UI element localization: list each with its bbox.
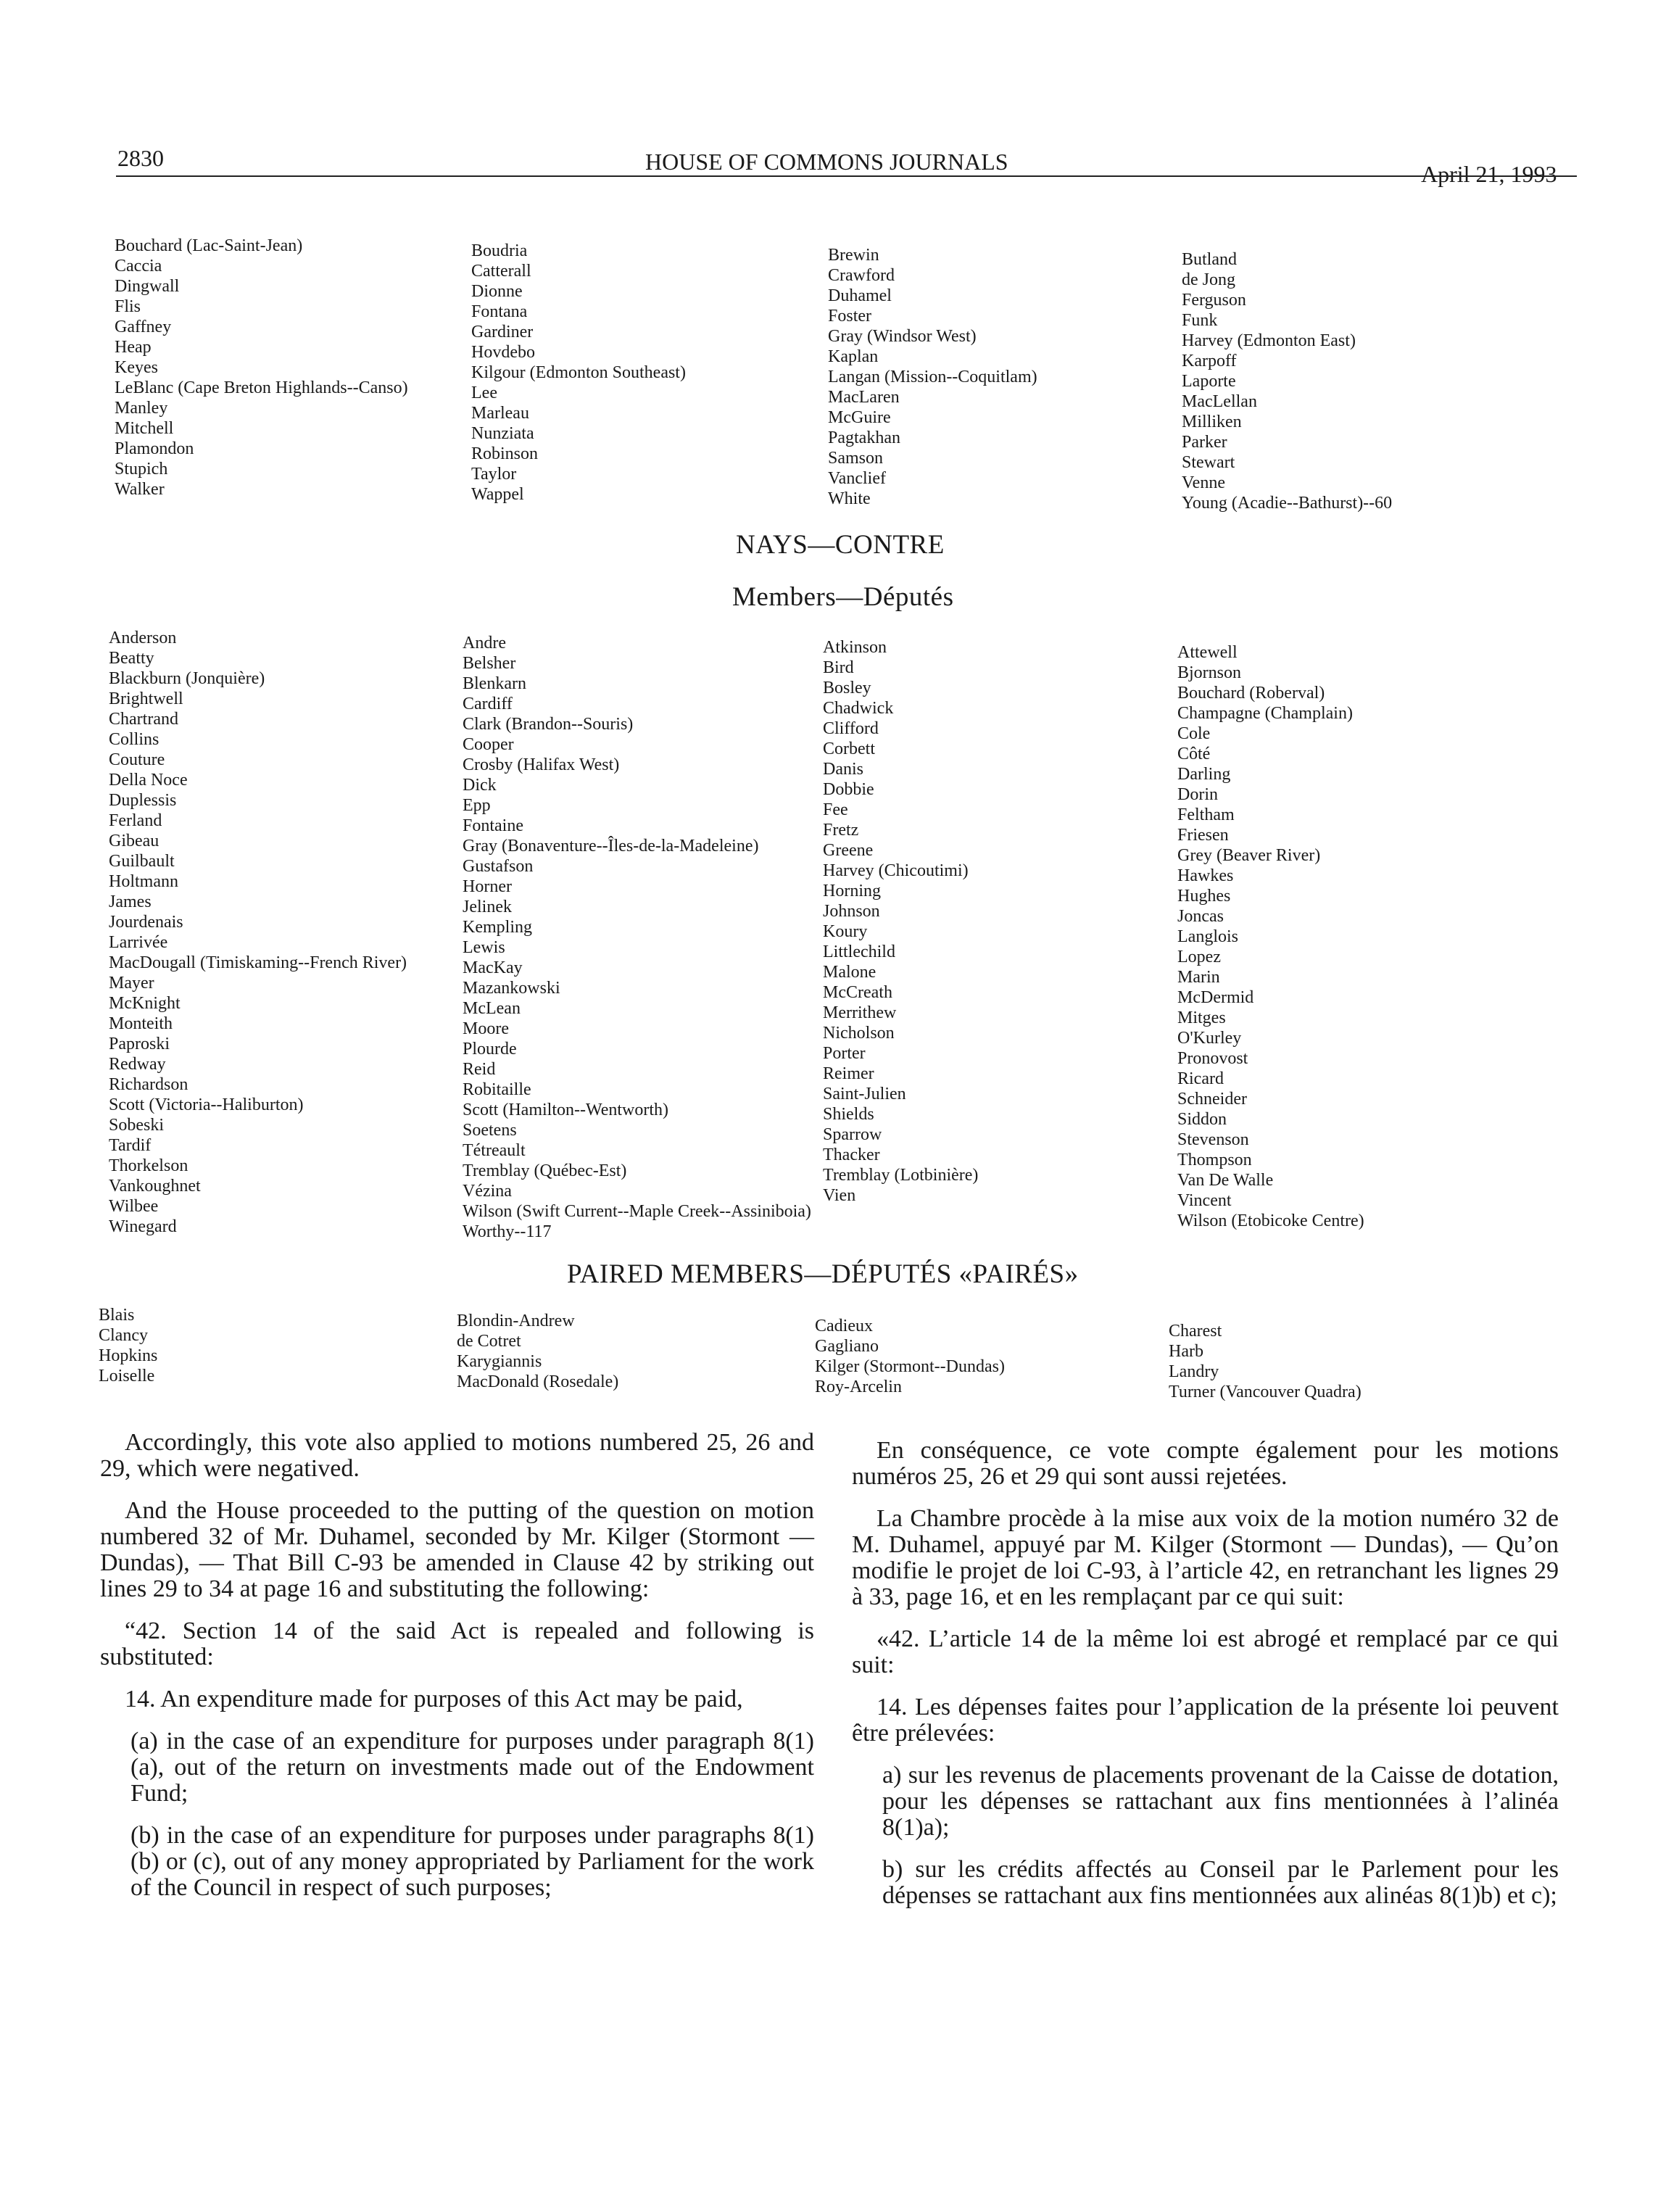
member-name: de Cotret <box>457 1332 521 1351</box>
member-name: MacLellan <box>1182 392 1257 411</box>
member-name: Reimer <box>823 1064 874 1083</box>
member-name: Fontana <box>471 302 528 321</box>
member-name: Karygiannis <box>457 1352 542 1371</box>
member-name: Caccia <box>115 257 162 276</box>
member-name: Cardiff <box>463 695 513 713</box>
member-name: Jelinek <box>463 898 512 916</box>
member-name: Champagne (Champlain) <box>1177 704 1353 723</box>
yeas-column-4 <box>1182 249 1392 513</box>
member-name: Belsher <box>463 654 516 673</box>
member-name: Greene <box>823 841 874 860</box>
member-name: Clark (Brandon--Souris) <box>463 715 634 734</box>
member-name: Marleau <box>471 404 529 423</box>
member-name: Langan (Mission--Coquitlam) <box>828 368 1037 386</box>
member-name: Soetens <box>463 1121 517 1140</box>
member-name: Cole <box>1177 724 1211 743</box>
journal-date: April 21, 1993 <box>1421 161 1557 187</box>
member-name: Langlois <box>1177 927 1238 946</box>
member-name: Plourde <box>463 1040 517 1059</box>
member-name: Taylor <box>471 465 517 484</box>
member-name: Tremblay (Lotbinière) <box>823 1166 979 1185</box>
member-name: Wappel <box>471 485 524 504</box>
member-name: Tardif <box>109 1136 152 1155</box>
member-name: Walker <box>115 480 165 499</box>
member-name: Lee <box>471 384 497 402</box>
member-name: Paproski <box>109 1035 170 1053</box>
member-name: Siddon <box>1177 1110 1227 1129</box>
member-name: Scott (Victoria--Haliburton) <box>109 1095 304 1114</box>
member-name: Gaffney <box>115 318 172 336</box>
member-name: Clifford <box>823 719 879 738</box>
member-name: Gagliano <box>815 1337 879 1356</box>
member-name: Vankoughnet <box>109 1177 201 1196</box>
member-name: Porter <box>823 1044 866 1063</box>
nays-subheading: Members—Députés <box>732 582 954 612</box>
member-name: Tremblay (Québec-Est) <box>463 1161 627 1180</box>
member-name: Merrithew <box>823 1003 897 1022</box>
member-name: Richardson <box>109 1075 188 1094</box>
member-name: Chadwick <box>823 699 894 718</box>
journal-title: HOUSE OF COMMONS JOURNALS <box>645 149 1008 175</box>
member-name: Duhamel <box>828 286 892 305</box>
member-name: Anderson <box>109 629 177 647</box>
member-name: Wilson (Etobicoke Centre) <box>1177 1211 1364 1230</box>
english-text <box>100 1430 814 1917</box>
member-name: Blondin-Andrew <box>457 1312 575 1330</box>
member-name: Keyes <box>115 358 158 377</box>
member-name: Ferguson <box>1182 291 1246 310</box>
member-name: Fontaine <box>463 816 523 835</box>
member-name: Milliken <box>1182 413 1242 431</box>
member-name: White <box>828 489 871 508</box>
member-name: Horning <box>823 882 881 900</box>
member-name: Friesen <box>1177 826 1229 845</box>
member-name: Collins <box>109 730 159 749</box>
member-name: Butland <box>1182 250 1237 269</box>
member-name: Harb <box>1169 1342 1203 1361</box>
member-name: Gibeau <box>109 832 159 850</box>
member-name: Thacker <box>823 1146 880 1164</box>
paired-column-3 <box>815 1316 1005 1397</box>
member-name: McDermid <box>1177 988 1254 1007</box>
member-name: Van De Walle <box>1177 1171 1274 1190</box>
member-name: Nicholson <box>823 1024 895 1043</box>
member-name: Worthy--117 <box>463 1222 552 1241</box>
member-name: Laporte <box>1182 372 1236 391</box>
member-name: Monteith <box>109 1014 173 1033</box>
member-name: Samson <box>828 449 884 468</box>
member-name: Couture <box>109 750 165 769</box>
member-name: Scott (Hamilton--Wentworth) <box>463 1101 669 1119</box>
member-name: Littlechild <box>823 943 895 961</box>
member-name: Turner (Vancouver Quadra) <box>1169 1383 1362 1401</box>
member-name: Joncas <box>1177 907 1224 926</box>
member-name: Stupich <box>115 460 168 479</box>
member-name: Hovdebo <box>471 343 535 362</box>
member-name: McLean <box>463 999 521 1018</box>
french-paragraph: «42. L’article 14 de la même loi est abrogé et remplacé par ce qui suit: <box>852 1625 1559 1678</box>
member-name: Nunziata <box>471 424 534 443</box>
member-name: Schneider <box>1177 1090 1247 1109</box>
member-name: Della Noce <box>109 771 188 790</box>
member-name: Sparrow <box>823 1125 882 1144</box>
member-name: Blenkarn <box>463 674 526 693</box>
paired-column-4 <box>1169 1321 1362 1402</box>
member-name: Kilgour (Edmonton Southeast) <box>471 363 686 382</box>
header-rule <box>116 175 1577 177</box>
member-name: Vincent <box>1177 1191 1232 1210</box>
member-name: Foster <box>828 307 871 326</box>
member-name: Blackburn (Jonquière) <box>109 669 265 688</box>
member-name: Pagtakhan <box>828 428 900 447</box>
member-name: Venne <box>1182 473 1225 492</box>
member-name: Holtmann <box>109 872 178 891</box>
member-name: Grey (Beaver River) <box>1177 846 1321 865</box>
member-name: Epp <box>463 796 491 815</box>
yeas-column-1 <box>115 236 408 500</box>
member-name: Duplessis <box>109 791 177 810</box>
french-paragraph: 14. Les dépenses faites pour l’application de la présente loi peuvent être prélevées: <box>852 1694 1559 1747</box>
member-name: Ricard <box>1177 1069 1224 1088</box>
member-name: Kaplan <box>828 347 879 366</box>
member-name: Karpoff <box>1182 352 1237 370</box>
member-name: Vézina <box>463 1182 512 1201</box>
member-name: Feltham <box>1177 805 1235 824</box>
member-name: Vanclief <box>828 469 886 488</box>
member-name: MacDougall (Timiskaming--French River) <box>109 953 407 972</box>
member-name: Boudria <box>471 241 528 260</box>
member-name: McCreath <box>823 983 892 1002</box>
member-name: Kilger (Stormont--Dundas) <box>815 1357 1005 1376</box>
french-paragraph: a) sur les revenus de placements provenant de la Caisse de dotation, pour les dépenses se rattachant aux fins mentionnées à l’alinéa 8(1)a); <box>882 1762 1559 1841</box>
french-paragraph: b) sur les crédits affectés au Conseil par le Parlement pour les dépenses se rattachant aux fins mentionnées aux alinéas 8(1)b) et c); <box>882 1856 1559 1909</box>
member-name: MacKay <box>463 958 523 977</box>
member-name: Marin <box>1177 968 1220 987</box>
member-name: Sobeski <box>109 1116 165 1135</box>
english-paragraph: Accordingly, this vote also applied to motions numbered 25, 26 and 29, which were negatived. <box>100 1429 814 1482</box>
member-name: Darling <box>1177 765 1231 784</box>
member-name: Gardiner <box>471 323 534 341</box>
yeas-column-3 <box>828 245 1037 509</box>
member-name: Stevenson <box>1177 1130 1249 1149</box>
member-name: Plamondon <box>115 439 194 458</box>
member-name: Manley <box>115 399 168 418</box>
member-name: Chartrand <box>109 710 178 729</box>
member-name: de Jong <box>1182 270 1235 289</box>
member-name: Jourdenais <box>109 913 183 932</box>
member-name: Dorin <box>1177 785 1218 804</box>
paired-column-2 <box>457 1311 618 1392</box>
member-name: Vien <box>823 1186 856 1205</box>
member-name: Blais <box>99 1306 135 1325</box>
english-paragraph: And the House proceeded to the putting of the question on motion numbered 32 of Mr. Duhamel, seconded by Mr. Kilger (Stormont — Dundas), — That Bill C-93 be amended in Clause 42 by striking out lines 29 to 34 at page 16 and substituting the following: <box>100 1497 814 1602</box>
member-name: Crawford <box>828 266 895 285</box>
member-name: Harvey (Edmonton East) <box>1182 331 1356 350</box>
member-name: Hawkes <box>1177 866 1234 885</box>
nays-column-2 <box>463 633 811 1242</box>
member-name: James <box>109 892 152 911</box>
member-name: Mitchell <box>115 419 174 438</box>
page-number: 2830 <box>117 145 164 171</box>
member-name: Brightwell <box>109 689 183 708</box>
member-name: Cooper <box>463 735 514 754</box>
member-name: Gray (Windsor West) <box>828 327 977 346</box>
member-name: Catterall <box>471 262 531 281</box>
member-name: Mayer <box>109 974 154 993</box>
member-name: Bosley <box>823 679 871 697</box>
nays-column-3 <box>823 637 978 1206</box>
member-name: Wilbee <box>109 1197 159 1216</box>
member-name: Lewis <box>463 938 505 957</box>
member-name: Dick <box>463 776 497 795</box>
member-name: Atkinson <box>823 638 887 657</box>
member-name: Bjornson <box>1177 663 1242 682</box>
member-name: Mitges <box>1177 1008 1226 1027</box>
french-paragraph: En conséquence, ce vote compte également pour les motions numéros 25, 26 et 29 qui sont aussi rejetées. <box>852 1437 1559 1490</box>
english-paragraph: (b) in the case of an expenditure for purposes under paragraphs 8(1)(b) or (c), out of any money appropriated by Parliament for the work of the Council in respect of such purposes; <box>130 1822 814 1901</box>
member-name: MacDonald (Rosedale) <box>457 1372 619 1391</box>
member-name: Malone <box>823 963 876 982</box>
english-paragraph: “42. Section 14 of the said Act is repealed and following is substituted: <box>100 1617 814 1670</box>
member-name: Guilbault <box>109 852 175 871</box>
member-name: Horner <box>463 877 512 896</box>
member-name: Robinson <box>471 444 539 463</box>
member-name: Johnson <box>823 902 880 921</box>
member-name: Parker <box>1182 433 1227 452</box>
member-name: Dobbie <box>823 780 874 799</box>
member-name: O'Kurley <box>1177 1029 1242 1048</box>
nays-column-4 <box>1177 642 1364 1231</box>
member-name: Shields <box>823 1105 874 1124</box>
french-paragraph: La Chambre procède à la mise aux voix de la motion numéro 32 de M. Duhamel, appuyé par M. Kilger (Stormont — Dundas), — Qu’on modifie le projet de loi C-93, à l’article 42, en retranchant les lignes 29 à 33, page 16, et en les remplaçant par ce qui suit: <box>852 1505 1559 1610</box>
member-name: Hopkins <box>99 1346 158 1365</box>
member-name: Danis <box>823 760 863 779</box>
member-name: Andre <box>463 634 506 653</box>
member-name: McKnight <box>109 994 181 1013</box>
member-name: Attewell <box>1177 643 1238 662</box>
member-name: Fee <box>823 800 848 819</box>
member-name: McGuire <box>828 408 891 427</box>
member-name: Funk <box>1182 311 1218 330</box>
member-name: Thompson <box>1177 1151 1252 1169</box>
paired-heading: PAIRED MEMBERS—DÉPUTÉS «PAIRÉS» <box>567 1259 1079 1289</box>
member-name: Hughes <box>1177 887 1231 906</box>
member-name: Bouchard (Roberval) <box>1177 684 1325 703</box>
member-name: Saint-Julien <box>823 1085 906 1103</box>
member-name: Charest <box>1169 1322 1222 1341</box>
member-name: Pronovost <box>1177 1049 1248 1068</box>
member-name: Loiselle <box>99 1367 155 1385</box>
member-name: Tétreault <box>463 1141 526 1160</box>
nays-column-1 <box>109 628 407 1237</box>
member-name: MacLaren <box>828 388 900 407</box>
member-name: Beatty <box>109 649 154 668</box>
member-name: Gustafson <box>463 857 534 876</box>
member-name: Clancy <box>99 1326 148 1345</box>
member-name: Brewin <box>828 246 879 265</box>
member-name: Young (Acadie--Bathurst)--60 <box>1182 494 1393 513</box>
member-name: Moore <box>463 1019 509 1038</box>
member-name: Mazankowski <box>463 979 560 998</box>
member-name: Corbett <box>823 740 875 758</box>
member-name: Robitaille <box>463 1080 531 1099</box>
member-name: Bird <box>823 658 854 677</box>
member-name: Dingwall <box>115 277 180 296</box>
member-name: Larrivée <box>109 933 168 952</box>
member-name: Ferland <box>109 811 162 830</box>
nays-heading: NAYS—CONTRE <box>736 530 945 560</box>
member-name: Winegard <box>109 1217 177 1236</box>
member-name: Harvey (Chicoutimi) <box>823 861 969 880</box>
member-name: Cadieux <box>815 1317 873 1335</box>
english-paragraph: (a) in the case of an expenditure for purposes under paragraph 8(1)(a), out of the return on investments made out of the Endowment Fund; <box>130 1728 814 1807</box>
member-name: Wilson (Swift Current--Maple Creek--Assiniboia) <box>463 1202 811 1221</box>
member-name: LeBlanc (Cape Breton Highlands--Canso) <box>115 378 408 397</box>
member-name: Thorkelson <box>109 1156 188 1175</box>
english-paragraph: 14. An expenditure made for purposes of this Act may be paid, <box>125 1686 743 1712</box>
member-name: Côté <box>1177 745 1211 763</box>
member-name: Flis <box>115 297 141 316</box>
member-name: Crosby (Halifax West) <box>463 755 620 774</box>
member-name: Reid <box>463 1060 496 1079</box>
french-text <box>852 1438 1559 1925</box>
member-name: Dionne <box>471 282 523 301</box>
member-name: Gray (Bonaventure--Îles-de-la-Madeleine) <box>463 837 759 856</box>
member-name: Bouchard (Lac-Saint-Jean) <box>115 236 303 255</box>
member-name: Fretz <box>823 821 859 840</box>
yeas-column-2 <box>471 241 686 505</box>
member-name: Roy-Arcelin <box>815 1378 902 1396</box>
member-name: Landry <box>1169 1362 1219 1381</box>
paired-column-1 <box>99 1305 157 1386</box>
member-name: Kempling <box>463 918 532 937</box>
member-name: Redway <box>109 1055 166 1074</box>
member-name: Stewart <box>1182 453 1235 472</box>
member-name: Koury <box>823 922 868 941</box>
member-name: Lopez <box>1177 948 1221 966</box>
member-name: Heap <box>115 338 152 357</box>
